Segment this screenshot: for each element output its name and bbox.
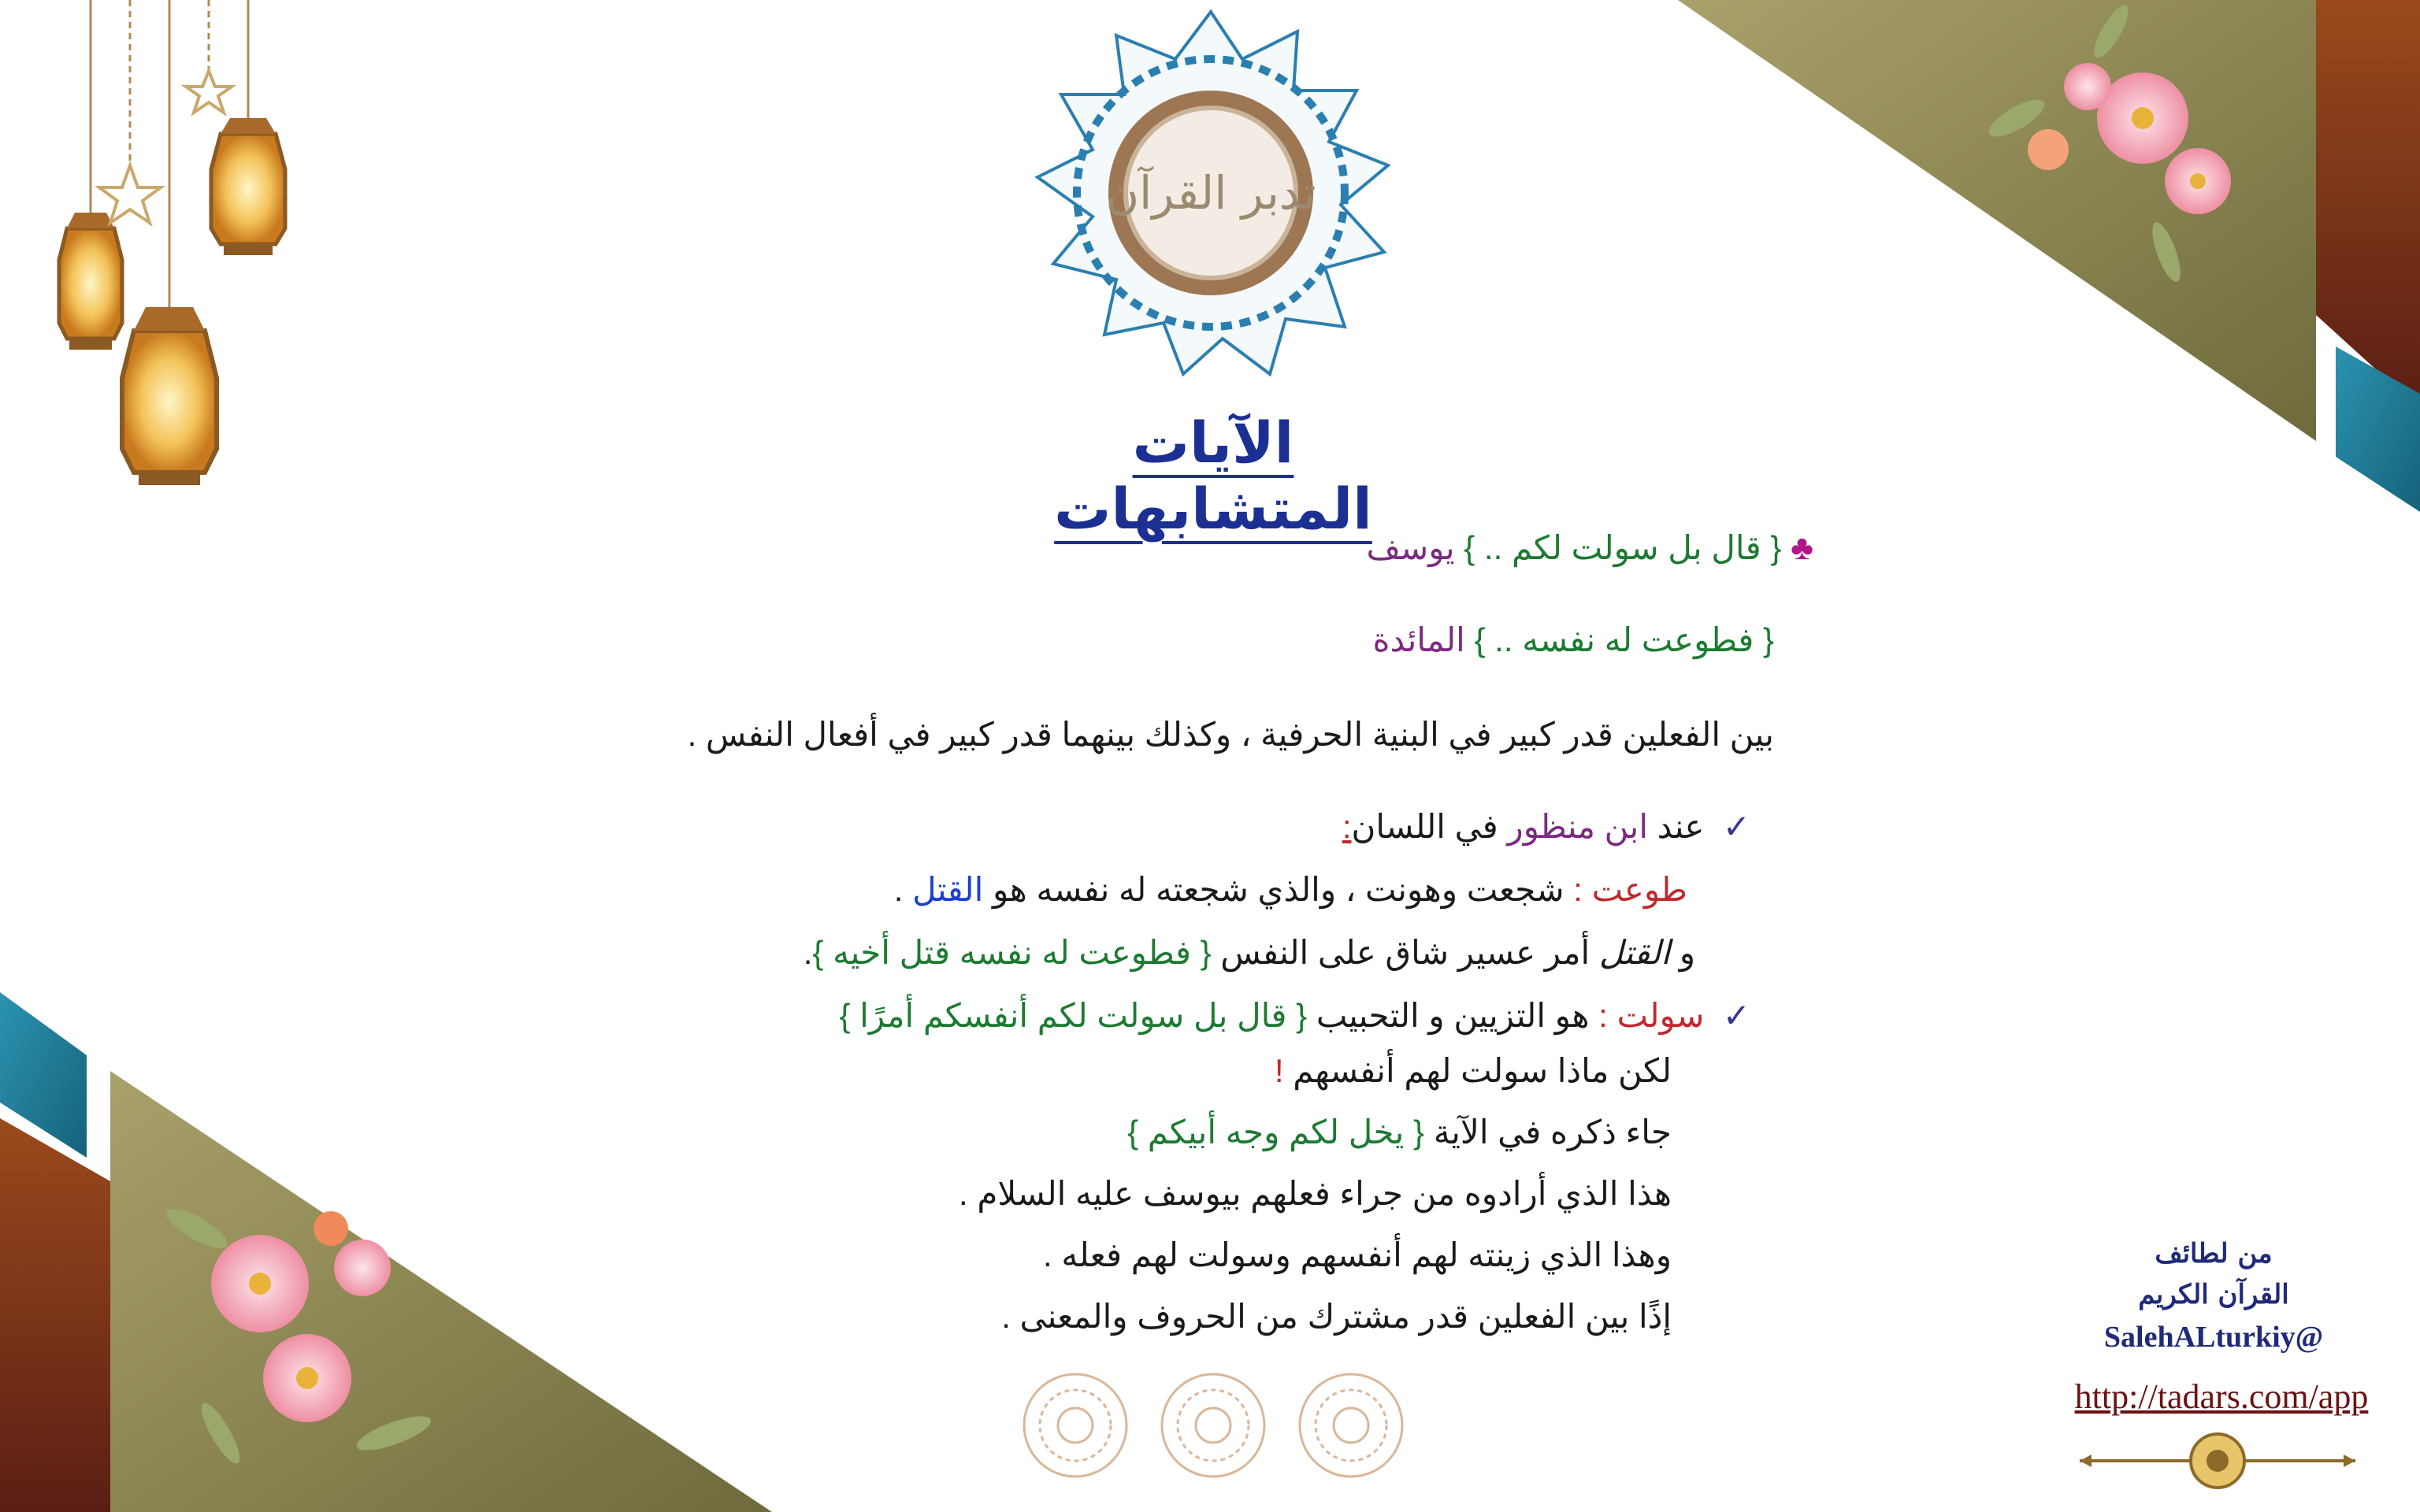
ibn-manzur-pre: عند (1657, 808, 1705, 845)
bottom-left-olive-shape (110, 1071, 772, 1512)
qatl-word: القتل (1598, 934, 1671, 971)
question-text: لكن ماذا سولت لهم أنفسهم (1293, 1052, 1672, 1089)
credit-handle: @SalehALturkiy (2103, 1321, 2324, 1354)
ibn-manzur-line (1342, 805, 1750, 849)
tadars-link[interactable]: http://tadars.com/app (2074, 1377, 2369, 1416)
top-right-maroon-band (2316, 0, 2420, 410)
verse-maidah: { فطوعت له نفسه .. } (1474, 621, 1774, 658)
emblem-logo (1037, 12, 1388, 374)
qatl-mid: أمر عسير شاق على النفس (1220, 934, 1599, 971)
verse-yusuf-line (1367, 526, 1813, 570)
page-title: الآيات المتشابهات (1054, 412, 1372, 541)
check-icon: ✓ (1722, 808, 1750, 845)
question-mark: ! (1274, 1052, 1284, 1089)
sawwalat-colon: : (1598, 997, 1617, 1034)
explanation-line4: وهذا الذي زينته لهم أنفسهم وسولت لهم فعله . (1043, 1236, 1672, 1273)
surah-maidah: المائدة (1372, 621, 1465, 658)
sawwalat-word: سولت (1616, 997, 1705, 1034)
ayah-verse: { يخل لكم وجه أبيكم } (1127, 1114, 1425, 1151)
qatl-line (804, 931, 1695, 975)
ibn-manzur-name: ابن منظور (1507, 808, 1648, 845)
verse-maidah-line (1373, 618, 1774, 662)
qatl-verse: { فطوعت له نفسه قتل أخيه } (812, 934, 1212, 971)
ornament-divider (2080, 1434, 2355, 1488)
lantern-3 (122, 307, 217, 485)
lantern-1 (59, 213, 122, 350)
tawwaat-def: شجعت وهونت ، والذي شجعته له نفسه هو (992, 871, 1574, 908)
explanation-line3: هذا الذي أرادوه من جراء فعلهم بيوسف عليه السلام . (958, 1175, 1672, 1212)
intro-text: بين الفعلين قدر كبير في البنية الحرفية ، وكذلك بينهما قدر كبير في أفعال النفس . (687, 716, 1774, 753)
tawwaat-result: القتل (912, 871, 984, 908)
rosettes-decoration (1024, 1374, 1402, 1477)
qatl-end: . (803, 934, 813, 971)
sawwalat-line (839, 994, 1750, 1038)
check-icon: ✓ (1722, 997, 1750, 1034)
tawwaat-line (894, 868, 1687, 912)
club-bullet-icon: ♣ (1791, 528, 1813, 567)
credit-line1: من لطائف (2155, 1238, 2273, 1269)
ayah-pre: جاء ذكره في الآية (1433, 1114, 1672, 1151)
tawwaat-word: طوعت (1591, 871, 1687, 908)
credit-line2: القرآن الكريم (2138, 1279, 2289, 1310)
qatl-pre: و (1679, 934, 1695, 971)
emblem-inscription: تدبر القرآن (1105, 166, 1316, 220)
explanation-line5: إذًا بين الفعلين قدر مشترك من الحروف والمعنى . (1001, 1298, 1672, 1335)
tawwaat-colon: : (1573, 871, 1592, 908)
explanation-question (1275, 1049, 1672, 1093)
ibn-manzur-mid: في اللسان (1351, 808, 1498, 845)
bottom-left-maroon-band (0, 1118, 110, 1512)
ibn-manzur-colon: : (1342, 808, 1352, 845)
verse-yusuf: { قال بل سولت لكم .. } (1464, 529, 1782, 566)
surah-yusuf: يوسف (1366, 529, 1455, 566)
sawwalat-def: هو التزيين و التحبيب (1316, 997, 1599, 1034)
tawwaat-end: . (893, 871, 913, 908)
sawwalat-verse: { قال بل سولت لكم أنفسكم أمرًا } (839, 997, 1308, 1034)
lantern-2 (211, 118, 285, 255)
explanation-ayah (1127, 1110, 1672, 1154)
top-right-olive-shape (1678, 0, 2316, 441)
